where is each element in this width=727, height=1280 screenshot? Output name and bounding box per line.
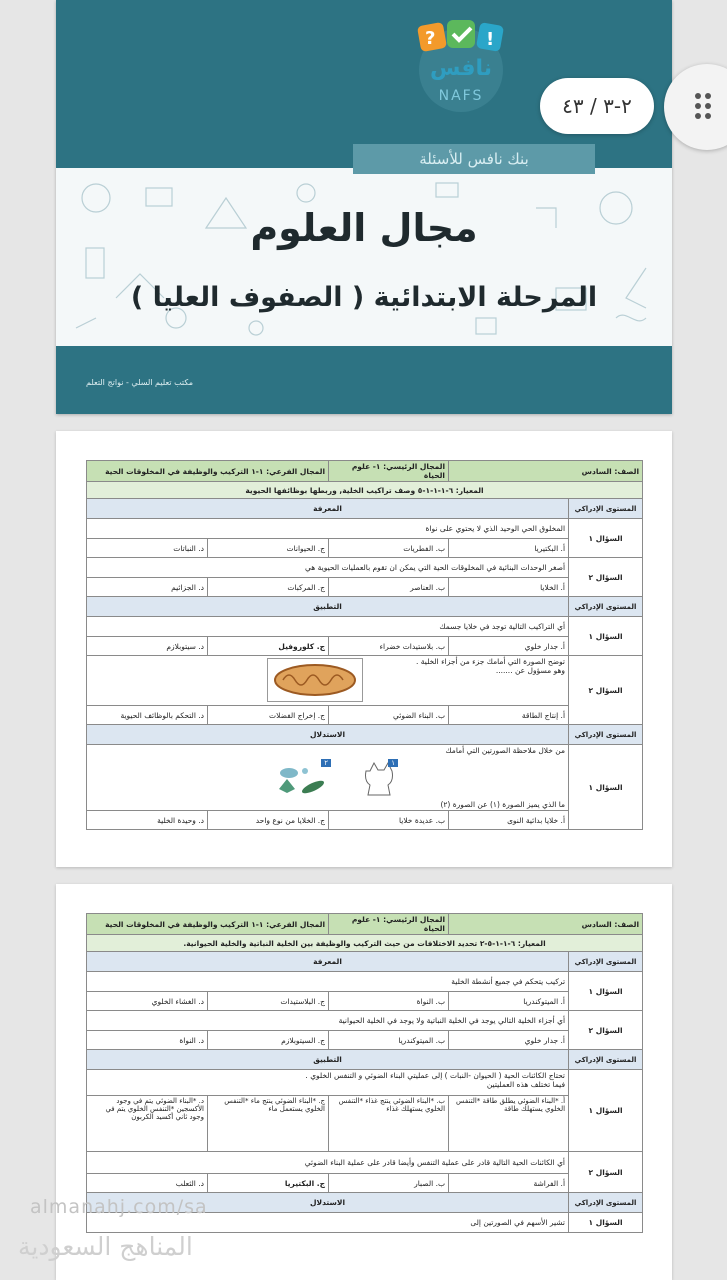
question-label: السؤال ١ (569, 519, 643, 558)
question-label: السؤال ١ (569, 1070, 643, 1152)
option-d: د. الثعلب (87, 1174, 208, 1193)
worksheet-page-2 (56, 884, 672, 1280)
question-stem: المخلوق الحي الوحيد الذي لا يحتوي على نواة (87, 519, 569, 539)
option-b: ب. البناء الضوئي (329, 706, 449, 725)
section-title-reasoning: الاستدلال (87, 725, 569, 745)
svg-text:!: ! (486, 29, 495, 50)
option-b: ب. الفطريات (329, 539, 449, 558)
question-stem-cell (87, 1070, 569, 1096)
option-b: ب. النواة (329, 992, 449, 1011)
science-doodles-icon (56, 168, 672, 346)
option-c: ج. البكتيريا (208, 1174, 329, 1193)
main-domain-cell: المجال الرئيسي: ١- علوم الحياة (329, 461, 449, 482)
section-title-application: التطبيق (87, 597, 569, 617)
option-d: د. النباتات (87, 539, 208, 558)
question-stem-cell (87, 656, 569, 706)
option-a: أ. خلايا بدائية النوى (449, 811, 569, 830)
question-stem: من خلال ملاحظة الصورتين التي أمامك (445, 746, 566, 755)
question-stem: توضح الصورة التي أمامك جزء من أجزاء الخلية . (416, 657, 566, 666)
option-a: أ. البكتيريا (449, 539, 569, 558)
question-label: السؤال ٢ (569, 1152, 643, 1193)
logo-arabic: نافس (429, 56, 493, 81)
option-c: ج. السيتوبلازم (208, 1031, 329, 1050)
option-a: أ. *البناء الضوئي يطلق طاقة *التنفس الخلوي يستهلك طاقة (449, 1096, 569, 1152)
question-stem-line2: ما الذي يميز الصورة (١) عن الصورة (٢) (440, 800, 566, 809)
question-stem-line2: فيما تختلف هذه العمليتين (486, 1080, 566, 1089)
grid-dots-icon (664, 64, 727, 150)
page-indicator[interactable]: ٢-٣ / ٤٣ (540, 78, 654, 134)
sub-domain-cell: المجال الفرعي: ١-١ التركيب والوظيفة في المخلوقات الحية (87, 461, 329, 482)
option-c: ج. الخلايا من نوع واحد (208, 811, 329, 830)
section-title-knowledge: المعرفة (87, 952, 569, 972)
question-stem: تشير الأسهم في الصورتين إلى (87, 1213, 569, 1233)
cover-page (56, 0, 672, 414)
option-d: د. الجزائيم (87, 578, 208, 597)
question-label: السؤال ٢ (569, 558, 643, 597)
option-d: د. التحكم بالوظائف الحيوية (87, 706, 208, 725)
question-label: السؤال ٢ (569, 656, 643, 725)
watermark-url: almanahj.com/sa (30, 1196, 208, 1218)
question-stem-cell (87, 745, 569, 811)
option-b: ب. عديدة خلايا (329, 811, 449, 830)
question-stem: تركيب يتحكم في جميع أنشطة الخلية (87, 972, 569, 992)
science-pattern-banner (56, 168, 672, 346)
option-a: أ. الفراشة (449, 1174, 569, 1193)
option-c: ج. كلوروفيل (208, 637, 329, 656)
option-c: ج. الحيوانات (208, 539, 329, 558)
option-a: أ. جدار خلوي (449, 1031, 569, 1050)
cat-image (352, 759, 398, 797)
question-label: السؤال ١ (569, 972, 643, 1011)
svg-text:?: ? (425, 28, 436, 49)
nafs-logo (401, 12, 521, 112)
question-label: السؤال ١ (569, 1213, 643, 1233)
mitochondria-image (267, 658, 363, 702)
option-d: د. النواة (87, 1031, 208, 1050)
option-a: أ. الخلايا (449, 578, 569, 597)
question-stem: أي الكائنات الحية التالية قادر على عملية التنفس وأيضا قادر على عملية البناء الضوئي (87, 1152, 569, 1174)
main-domain-cell: المجال الرئيسي: ١- علوم الحياة (329, 914, 449, 935)
question-stem: أي أجزاء الخلية التالي يوجد في الخلية النباتية ولا يوجد في الخلية الحيوانية (87, 1011, 569, 1031)
cover-title: مجال العلوم (250, 206, 478, 250)
mitochondria-icon (268, 659, 362, 701)
level-label: المستوى الإدراكي (569, 1193, 643, 1213)
image-number-1: ١ (388, 759, 398, 767)
grid-view-button[interactable] (664, 64, 727, 150)
section-title-application: التطبيق (87, 1050, 569, 1070)
standard-cell: المعيار: ٦-١-١-٥-٢ تحديد الاختلافات من حيث التركيب والوظيفة بين الخلية النباتية والخلية الحيوانية. (87, 935, 643, 952)
option-b: ب. الميتوكندريا (329, 1031, 449, 1050)
option-b: ب. *البناء الضوئي ينتج غذاء *التنفس الخلوي يستهلك غذاء (329, 1096, 449, 1152)
level-label: المستوى الإدراكي (569, 1050, 643, 1070)
plankton-image (267, 759, 331, 797)
image-number-2: ٢ (321, 759, 331, 767)
question-stem: أي التراكيب التالية توجد في خلايا جسمك (87, 617, 569, 637)
option-a: أ. جدار خلوي (449, 637, 569, 656)
level-label: المستوى الإدراكي (569, 952, 643, 972)
grade-cell: الصف: السادس (449, 914, 643, 935)
option-c: ج. البلاستيدات (208, 992, 329, 1011)
watermark-logo: المناهج السعودية (18, 1232, 193, 1261)
level-label: المستوى الإدراكي (569, 597, 643, 617)
level-label: المستوى الإدراكي (569, 499, 643, 519)
standard-cell: المعيار: ٦-١-١-١-٥ وصف تراكيب الخلية, وربطها بوظائفها الحيوية (87, 482, 643, 499)
option-d: د. سيتوبلازم (87, 637, 208, 656)
question-table-2 (86, 913, 643, 1233)
option-b: ب. العناصر (329, 578, 449, 597)
question-table-1 (86, 460, 643, 830)
question-stem-line2: وهو مسؤول عن ....... (495, 666, 566, 675)
question-label: السؤال ٢ (569, 1011, 643, 1050)
option-c: ج. المركبات (208, 578, 329, 597)
section-title-knowledge: المعرفة (87, 499, 569, 519)
cover-footer-text: مكتب تعليم السلي - نواتج التعلم (86, 378, 194, 387)
option-a: أ. الميتوكندريا (449, 992, 569, 1011)
question-label: السؤال ١ (569, 745, 643, 830)
option-d: د. *البناء الضوئي يتم في وجود الأكسجين *التنفس الخلوي يتم في وجود ثاني أكسيد الكربون (87, 1096, 208, 1152)
question-bank-label: بنك نافس للأسئلة (353, 144, 595, 174)
option-d: د. وحيدة الخلية (87, 811, 208, 830)
question-label: السؤال ١ (569, 617, 643, 656)
option-d: د. الغشاء الخلوي (87, 992, 208, 1011)
section-title-reasoning: الاستدلال (87, 1193, 569, 1213)
option-b: ب. الصبار (329, 1174, 449, 1193)
option-c: ج. *البناء الضوئي ينتج ماء *التنفس الخلوي يستعمل ماء (208, 1096, 329, 1152)
logo-english: NAFS (438, 88, 484, 104)
question-stem: تحتاج الكائنات الحية ( الحيوان -النبات ) إلى عمليتي البناء الضوئي و التنفس الخلوي . (305, 1071, 566, 1080)
question-stem: أصغر الوحدات البنائية في المخلوقات الحية التي يمكن ان تقوم بالعمليات الحيوية هي (87, 558, 569, 578)
cover-subtitle: المرحلة الابتدائية ( الصفوف العليا ) (130, 282, 598, 313)
option-c: ج. إخراج الفضلات (208, 706, 329, 725)
sub-domain-cell: المجال الفرعي: ١-١ التركيب والوظيفة في المخلوقات الحية (87, 914, 329, 935)
option-a: أ. إنتاج الطاقة (449, 706, 569, 725)
option-b: ب. بلاستيدات خضراء (329, 637, 449, 656)
level-label: المستوى الإدراكي (569, 725, 643, 745)
grade-cell: الصف: السادس (449, 461, 643, 482)
worksheet-page-1 (56, 431, 672, 867)
